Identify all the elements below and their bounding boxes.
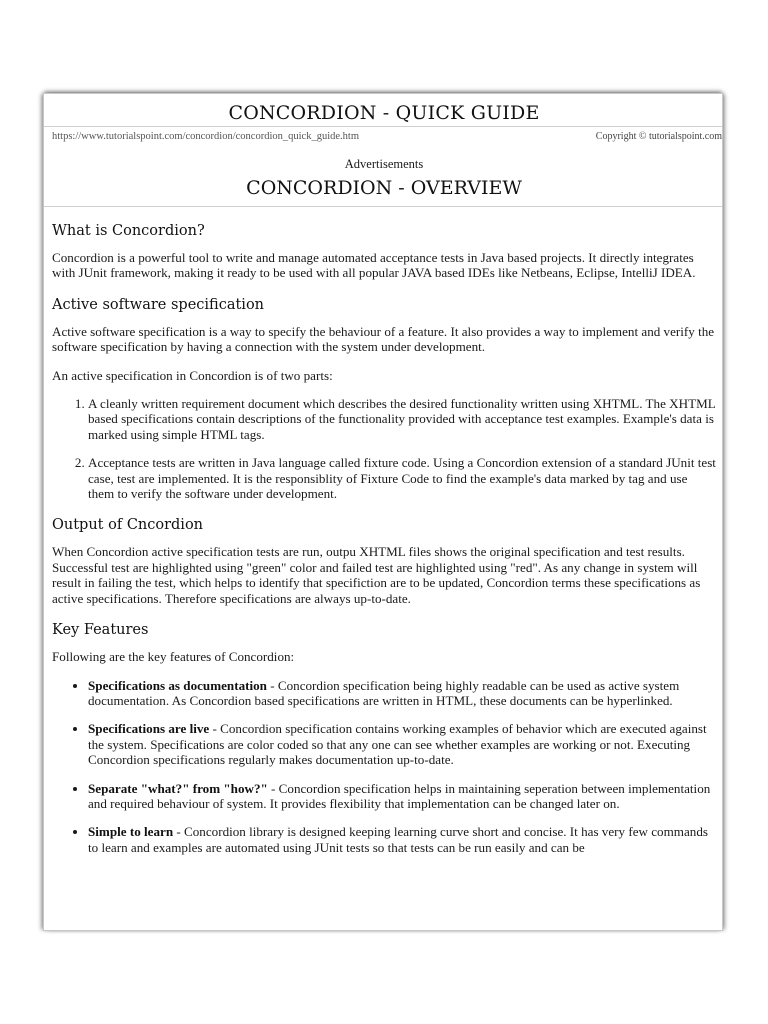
overview-divider [44, 206, 722, 207]
list-item: 1. A cleanly written requirement document which describes the desired functionality written using XHTML. The XHTML based specifications contain descriptions of the functionality provided with acceptance test examples. Example's data is marked using simple HTML tags. [88, 396, 716, 442]
parts-list [52, 396, 716, 501]
source-url[interactable]: https://www.tutorialspoint.com/concordion/concordion_quick_guide.htm [52, 131, 359, 142]
heading-active-spec: Active software specification [52, 296, 265, 313]
paragraph-two-parts: An active specification in Concordion is of two parts: [52, 367, 333, 383]
heading-what-is: What is Concordion? [52, 223, 205, 239]
feature-item [88, 678, 716, 709]
feature-term: Simple to learn [88, 824, 174, 840]
feature-desc: - Concordion specification being highly readable can be used as active system documentation. As Concordion based specifications are written in HTML, these documents can be hyperlinked. [88, 677, 680, 708]
feature-term: Separate "what?" from "how?" [88, 780, 268, 796]
heading-output: Output of Cncordion [52, 517, 204, 534]
document-title: CONCORDION - QUICK GUIDE [228, 102, 540, 124]
document-page [44, 94, 722, 930]
feature-desc: - Concordion library is designed keeping learning curve short and concise. It has very few commands to learn and examples are automated using JUnit tests so that tests can be run easily and can be [88, 824, 708, 855]
feature-item [88, 824, 716, 855]
feature-item [88, 721, 716, 767]
paragraph-active-spec: Active software specification is a way to specify the behaviour of a feature. It also provides a way to implement and verify the software specification by having a connection with the system under development. [52, 323, 715, 355]
feature-item [88, 781, 716, 812]
heading-key-features: Key Features [52, 622, 149, 639]
page-content [52, 94, 722, 855]
copyright-notice: Copyright © tutorialspoint.com [595, 131, 722, 142]
overview-title: CONCORDION - OVERVIEW [246, 177, 522, 199]
feature-desc: - Concordion specification contains working examples of behavior which are executed against the system. Specifications are color coded so that any one can see whether examples are working or not. Executing Concordion specifications regularly makes documentation up-to-date. [88, 721, 707, 768]
feature-term: Specifications as documentation [88, 677, 267, 693]
feature-desc: - Concordion specification helps in maintaining seperation between implementation and required behaviour of system. It provides flexibility that implementation can be changed later on. [88, 780, 711, 811]
paragraph-output: When Concordion active specification tests are run, outpu XHTML files shows the original specification and test results. Successful test are highlighted using "green" color and failed test are highlighted using "red". As any change in system will result in failing the test, which helps to identify that specifiction are to be updated, Concordion terms these specifications as active specifications. Therefore specifications are always up-to-date. [52, 544, 701, 606]
features-list [52, 678, 716, 856]
list-item: 2. Acceptance tests are written in Java language called fixture code. Using a Concordion extension of a standard JUnit test case, test are implemented. It is the responsiblity of Fixture Code to find the example's data marked by tag and use them to verify the software under development. [88, 455, 716, 501]
paragraph-features-intro: Following are the key features of Concordion: [52, 649, 295, 665]
advertisements-label: Advertisements [344, 157, 424, 171]
paragraph-what-is: Concordion is a powerful tool to write and manage automated acceptance tests in Java based projects. It directly integrates with JUnit framework, making it ready to be used with all popular JAVA based IDEs like Netbeans, Eclipse, IntelliJ IDEA. [52, 250, 696, 281]
feature-term: Specifications are live [88, 721, 210, 737]
source-bar [52, 127, 722, 145]
